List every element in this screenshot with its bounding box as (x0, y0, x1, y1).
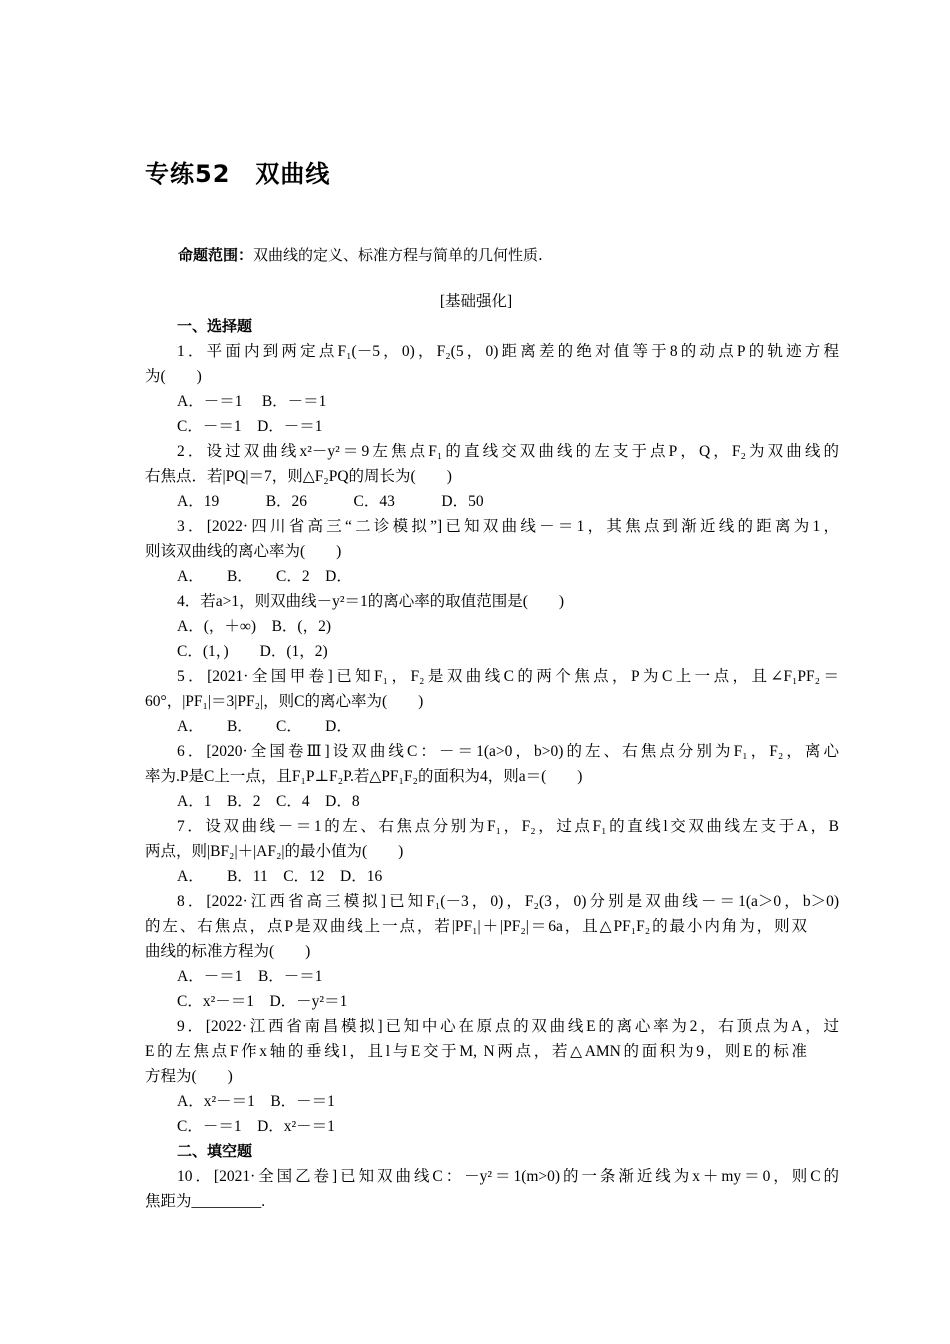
answer-options: C．(1，) D．(1，2) (177, 643, 328, 660)
question-text: 7．设双曲线－＝1的左、右焦点分别为F₁，F₂，过点F₁的直线l交双曲线左支于A，B (177, 818, 839, 835)
question-text: 为( ) (145, 368, 202, 385)
page-title: 专练52 双曲线 (145, 160, 331, 188)
question-text: 2．设过双曲线x²－y²＝9左焦点F₁的直线交双曲线的左支于点P，Q，F₂为双曲线的 (177, 443, 839, 460)
question-text: 9．[2022·江西省南昌模拟]已知中心在原点的双曲线E的离心率为2，右顶点为A，过 (177, 1018, 839, 1035)
question-text: 1．平面内到两定点F₁(－5，0)，F₂(5，0)距离差的绝对值等于8的动点P的轨迹方程 (177, 343, 839, 360)
answer-options: A． B．11 C．12 D．16 (177, 868, 383, 885)
question-text: 3．[2022·四川省高三“二诊模拟”]已知双曲线－＝1，其焦点到渐近线的距离为1， (177, 518, 839, 535)
question-text: 焦距为_________. (145, 1193, 266, 1210)
answer-options: A．1 B．2 C．4 D．8 (177, 793, 360, 810)
question-text: 的左、右焦点，点P是双曲线上一点，若|PF₁|＋|PF₂|＝6a，且△PF₁F₂的最小内角为，则双 (145, 918, 807, 935)
answer-options: A．19 B．26 C．43 D．50 (177, 493, 484, 510)
question-text: 4．若a>1，则双曲线－y²＝1的离心率的取值范围是( ) (177, 593, 565, 610)
question-text: 曲线的标准方程为( ) (145, 943, 311, 960)
scope-text: 双曲线的定义、标准方程与简单的几何性质. (253, 246, 543, 264)
answer-options: A．－＝1 B．－＝1 (177, 968, 323, 985)
question-text: 60°，|PF₁|＝3|PF₂|，则C的离心率为( ) (145, 693, 424, 710)
answer-options: A． B． C． D． (177, 718, 352, 735)
scope-statement (178, 244, 543, 265)
question-text: 率为.P是C上一点，且F₁P⊥F₂P.若△PF₁F₂的面积为4，则a＝( ) (145, 768, 583, 785)
answer-options: C．x²－＝1 D．－y²＝1 (177, 993, 348, 1010)
answer-options: C．－＝1 D．－＝1 (177, 418, 323, 435)
answer-options: A． B． C．2 D． (177, 568, 352, 585)
question-text: 6．[2020·全国卷Ⅲ]设双曲线C：－＝1(a>0，b>0)的左、右焦点分别为F₁，F₂，离心 (177, 743, 839, 760)
question-text: E的左焦点F作x轴的垂线l，且l与E交于M, N两点，若△AMN的面积为9，则E的标准 (145, 1043, 807, 1060)
question-text: 则该双曲线的离心率为( ) (145, 543, 342, 560)
scope-label: 命题范围： (178, 246, 254, 264)
section-heading-basic: [基础强化] (439, 293, 513, 310)
answer-options: A．x²－＝1 B．－＝1 (177, 1093, 335, 1110)
section-heading-fill: 二、填空题 (177, 1142, 253, 1160)
answer-options: C．－＝1 D．x²－＝1 (177, 1118, 335, 1135)
question-text: 10．[2021·全国乙卷]已知双曲线C：－y²＝1(m>0)的一条渐近线为x＋my＝0，则C的 (177, 1168, 839, 1185)
answer-options: A．－＝1 B．－＝1 (177, 393, 327, 410)
question-text: 5．[2021·全国甲卷]已知F₁，F₂是双曲线C的两个焦点，P为C上一点，且∠F₁PF₂＝ (177, 668, 839, 685)
section-heading-choice: 一、选择题 (177, 317, 253, 335)
answer-options: A．(，＋∞) B．(，2) (177, 618, 331, 635)
question-text: 右焦点．若|PQ|＝7，则△F₂PQ的周长为( ) (145, 468, 452, 485)
question-text: 两点，则|BF₂|＋|AF₂|的最小值为( ) (145, 843, 404, 860)
question-text: 方程为( ) (145, 1068, 233, 1085)
question-text: 8．[2022·江西省高三模拟]已知F₁(－3，0)，F₂(3，0)分别是双曲线－＝1(a＞0，b＞0) (177, 893, 839, 910)
